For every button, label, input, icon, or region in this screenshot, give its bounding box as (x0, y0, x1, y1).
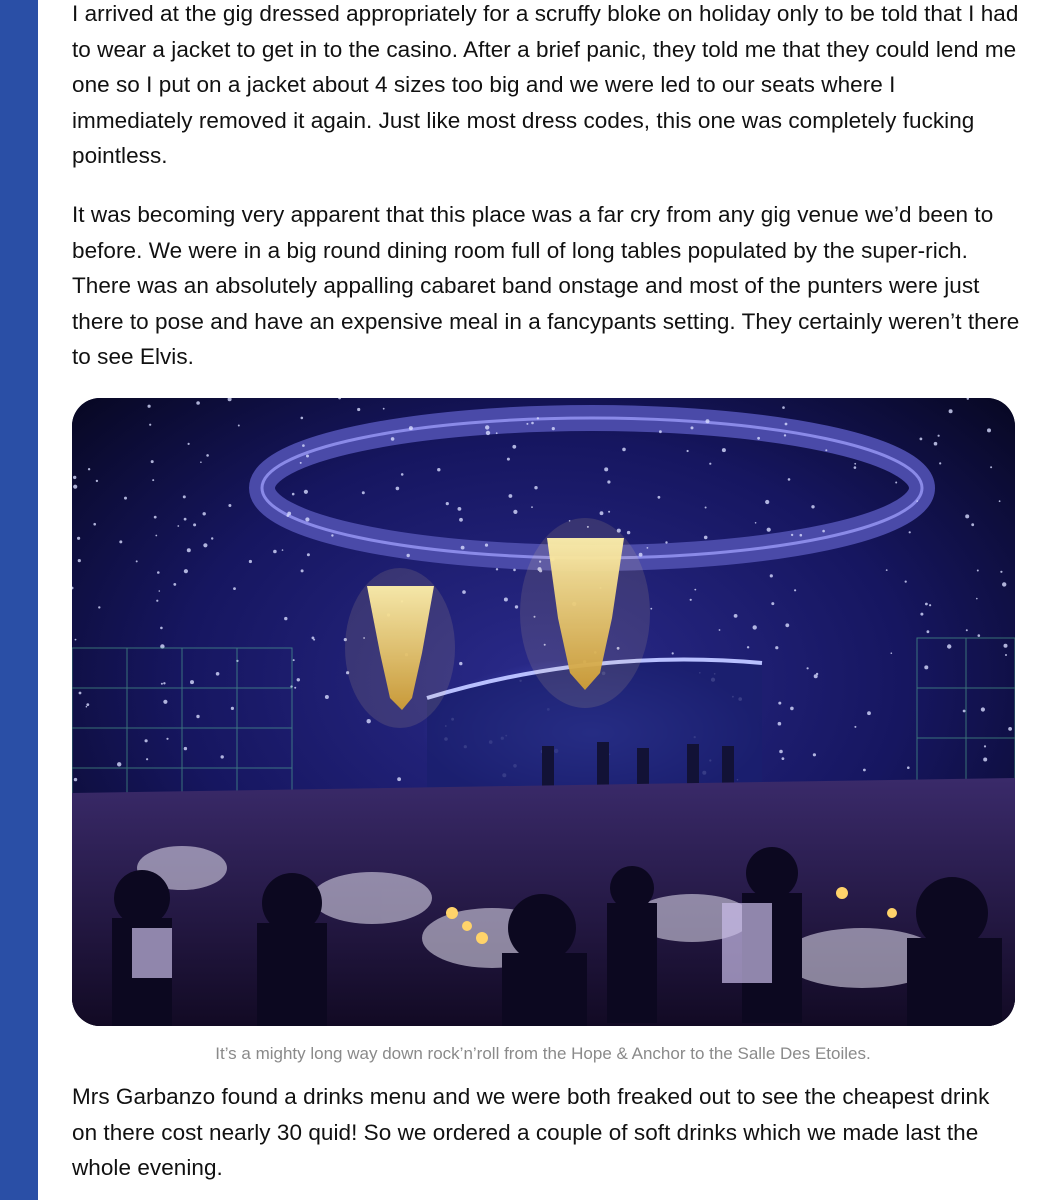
photo-caption: It’s a mighty long way down rock’n’roll from the Hope & Anchor to the Salle Des Etoiles. (215, 1044, 871, 1063)
paragraph-dress-code: I arrived at the gig dressed appropriately for a scruffy bloke on holiday only to be told that I had to wear a jacket to get in to the casino. After a brief panic, they told me that they could lend me one so I put on a jacket about 4 sizes too big and we were led to our seats where I immediately removed it again. Just like most dress codes, this one was completely fucking pointless. (72, 1, 1019, 168)
venue-photo (72, 398, 1015, 1026)
left-accent-bar (0, 0, 38, 1200)
paragraph-dining-room: It was becoming very apparent that this place was a far cry from any gig venue we’d been to before. We were in a big round dining room full of long tables populated by the super-rich. There was an absolutely appalling cabaret band onstage and most of the punters were just there to pose and have an expensive meal in a fancypants setting. They certainly weren’t there to see Elvis. (72, 202, 1020, 369)
paragraph-drinks-menu: Mrs Garbanzo found a drinks menu and we were both freaked out to see the cheapest drink on there cost nearly 30 quid! So we ordered a couple of soft drinks which we made last the whole evening. (72, 1084, 990, 1180)
